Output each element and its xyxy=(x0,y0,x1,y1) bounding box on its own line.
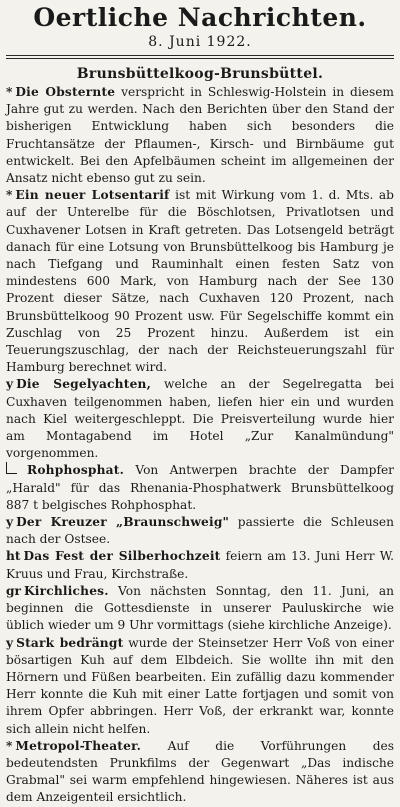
article-marker: y xyxy=(6,377,14,392)
article-text: Von nächsten Sonntag, den 11. Juni, an beginnen die Gottesdienste in unserer Pauluskirche wie üblich wieder um 9 Uhr vormittags (siehe kirchliche Anzeige). xyxy=(6,583,394,633)
article-lead: Die Segelyachten, xyxy=(16,377,152,392)
article-marker: gr xyxy=(6,583,21,598)
article-text: verspricht in Schleswig-Holstein in diesem Jahre gut zu werden. Nach den Berichten über den Stand der bisherigen Entwicklung haben sich besonders die Fruchtansätze der Pflaumen-, Kirsch- und Birnbäume gut entwickelt. Bei den Apfelbäumen scheint im allgemeinen der Ansatz nicht ebenso gut zu sein. xyxy=(6,85,394,186)
article-stark-bedraengt xyxy=(6,635,394,738)
article-text: passierte die Schleusen nach der Ostsee. xyxy=(6,515,394,547)
article-lead: Die Obsternte xyxy=(15,85,116,99)
article-lead: Stark bedrängt xyxy=(16,635,124,650)
article-marker: * xyxy=(6,188,13,203)
article-obsternte xyxy=(6,84,394,187)
article-text: ist mit Wirkung vom 1. d. Mts. ab auf der Unterelbe für die Böschlotsen, Privatlotsen und Cuxhavener Lotsen in Kraft getreten. Das Lotsengeld beträgt danach für eine Lotsung von Brunsbüttelkoog bis Hamburg je nach Tiefgang und Rauminhalt einen festen Satz von mindestens 600 Mark, von Hamburg nach der See 130 Prozent dieser Sätze, nach Cuxhaven 120 Prozent, nach Brunsbüttelkoog 90 Prozent usw. Für Segelschiffe kommt ein Zuschlag von 25 Prozent hinzu. Außerdem ist ein Teuerungszuschlag, der nach der Reichsteuerungszahl für Hamburg berechnet wird. xyxy=(6,188,394,375)
article-marker: ht xyxy=(6,549,21,564)
article-text: welche an der Segelregatta bei Cuxhaven teilgenommen haben, liefen hier ein und wurden nach Kiel weitergeschleppt. Die Preisverteilung wurde hier am Montagabend im Hotel „Zur Kanalmündung" vorgenommen. xyxy=(6,377,394,461)
article-lead: Rohphosphat. xyxy=(27,463,125,478)
article-metropol-theater xyxy=(6,738,394,807)
section-heading: Brunsbüttelkoog-Brunsbüttel. xyxy=(76,66,324,82)
divider xyxy=(6,55,394,56)
article-segelyachten xyxy=(6,376,394,462)
article-text: feiern am 13. Juni Herr W. Kruus und Frau, Kirchstraße. xyxy=(6,549,394,581)
article-lead: Kirchliches. xyxy=(23,583,109,598)
issue-date: 8. Juni 1922. xyxy=(148,34,252,50)
article-text: wurde der Steinsetzer Herr Voß von einer bösartigen Kuh auf dem Elbdeich. Sie wollte ihn mit den Hörnern und Füßen bearbeiten. Ein zufällig dazu kommender Herr konnte die Kuh mit einer Latte fortjagen und somit von ihrem Opfer abbringen. Herr Voß, der erkrankt war, konnte sich allein nicht helfen. xyxy=(6,635,394,736)
article-silberhochzeit xyxy=(6,548,394,582)
article-lead: Ein neuer Lotsentarif xyxy=(15,188,170,203)
divider xyxy=(6,58,394,59)
article-marker: y xyxy=(6,515,14,530)
page-title: Oertliche Nachrichten. xyxy=(33,3,367,32)
article-lead: Metropol-Theater. xyxy=(15,738,142,753)
article-lead: Der Kreuzer „Braunschweig" xyxy=(16,515,230,530)
article-text: Von Antwerpen brachte der Dampfer „Harald" für das Rhenania-Phosphatwerk Brunsbüttelkoog 887 t belgisches Rohphosphat. xyxy=(6,463,394,512)
article-text: Auf die Vorführungen des bedeutendsten Prunkfilms der Gegenwart „Das indische Grabmal" sei warm empfehlend hingewiesen. Näheres ist aus dem Anzeigenteil ersichtlich. xyxy=(6,738,394,805)
corner-bracket-icon xyxy=(6,462,17,474)
article-lotsentarif xyxy=(6,187,394,376)
article-marker: y xyxy=(6,635,14,650)
article-kreuzer xyxy=(6,514,394,548)
article-marker: * xyxy=(6,85,13,99)
article-rohphosphat xyxy=(6,462,394,514)
article-kirchliches xyxy=(6,583,394,635)
article-lead: Das Fest der Silberhochzeit xyxy=(23,549,221,564)
article-marker: * xyxy=(6,738,13,753)
